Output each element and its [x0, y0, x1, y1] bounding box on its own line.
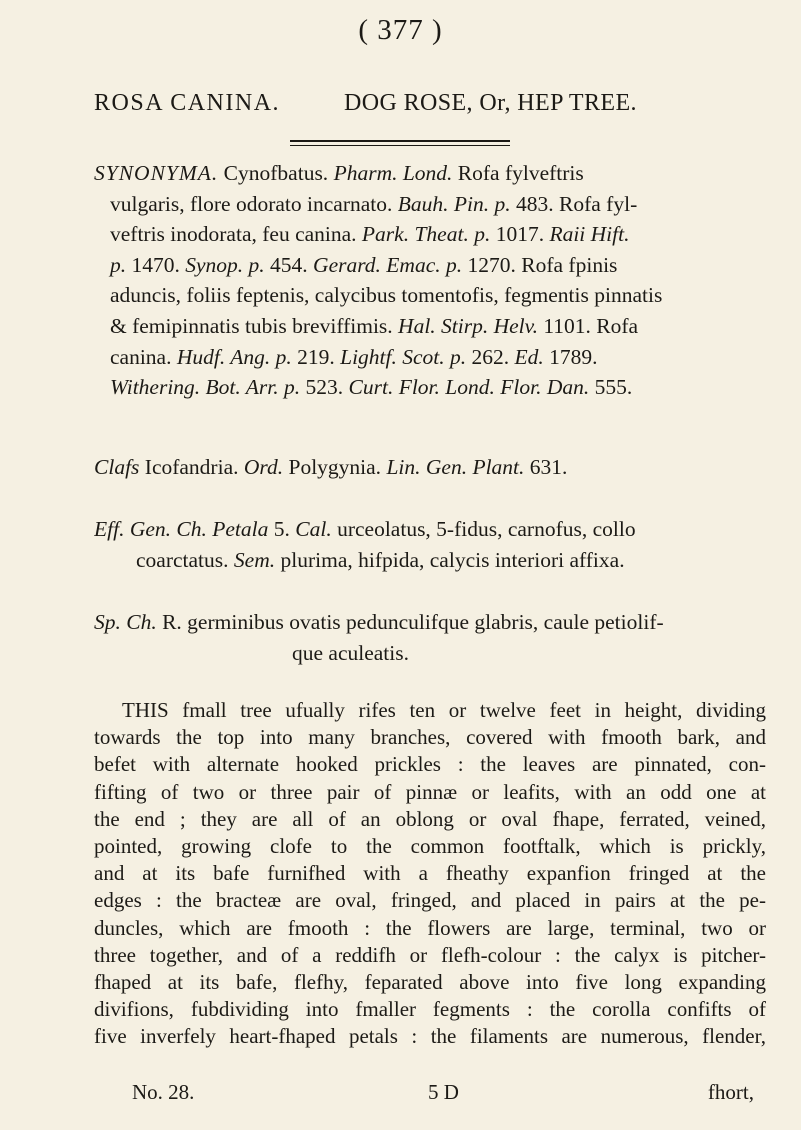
- italic-text: Cal.: [295, 517, 332, 541]
- classis-line: [94, 452, 766, 483]
- page-footer: [132, 1080, 762, 1105]
- italic-text: Curt. Flor. Lond. Flor. Dan.: [348, 375, 590, 400]
- roman-text: veftris inodorata, feu canina.: [110, 222, 362, 247]
- synonyma-line: [94, 311, 766, 342]
- italic-text: Lightf. Scot. p.: [340, 344, 467, 369]
- italic-text: Petala: [212, 517, 269, 541]
- italic-text: Clafs: [94, 455, 140, 479]
- roman-text: Polygynia.: [283, 455, 387, 479]
- generic-character-section: [94, 514, 766, 575]
- roman-text: plurima, hifpida, calycis interiori affixa.: [275, 547, 625, 572]
- roman-text: 631.: [524, 455, 568, 479]
- synonyma-line: [94, 372, 766, 403]
- specific-character-section: [94, 607, 766, 668]
- synonyma-line: [94, 219, 766, 250]
- italic-text: p.: [110, 252, 127, 277]
- roman-text: 262.: [466, 344, 515, 369]
- roman-text: 219.: [291, 344, 341, 369]
- synonyma-line: [94, 342, 766, 373]
- roman-text: 1789.: [543, 344, 598, 369]
- description-line: fhaped at its bafe, flefhy, feparated above into five long expanding: [94, 970, 766, 995]
- generic-character-line: [94, 545, 766, 576]
- roman-text: 523.: [300, 375, 349, 400]
- italic-text: Raii Hift.: [549, 222, 630, 247]
- synonyma-line: [94, 280, 766, 311]
- italic-text: Ord.: [243, 455, 284, 479]
- italic-text: Sem.: [233, 547, 276, 572]
- roman-text: Rofa fylveftris: [452, 161, 584, 185]
- number-mark: No. 28.: [132, 1080, 195, 1104]
- italic-text: Synop. p.: [185, 252, 265, 277]
- page-heading: [94, 90, 762, 117]
- description-line: pointed, growing clofe to the common footftalk, which is prickly,: [94, 834, 766, 859]
- description-line: duncles, which are fmooth : the flowers are large, terminal, two or: [94, 915, 766, 940]
- roman-text: canina.: [110, 344, 177, 369]
- heading-rule: [290, 140, 510, 146]
- common-name: DOG ROSE, Or, HEP TREE.: [344, 90, 637, 116]
- description-line: towards the top into many branches, covered with fmooth bark, and: [94, 725, 766, 750]
- italic-text: Hudf. Ang. p.: [176, 344, 292, 369]
- italic-text: Gerard. Emac. p.: [313, 252, 463, 277]
- synonyma-label: SYNONYMA.: [94, 161, 219, 185]
- roman-text: Cynofbatus.: [218, 161, 334, 185]
- description-line: and at its bafe furnifhed with a fheathy expanfion fringed at the: [94, 861, 766, 886]
- roman-text: 1017.: [490, 222, 550, 247]
- synonyma-line: [94, 250, 766, 281]
- signature-mark: 5 D: [428, 1080, 459, 1104]
- description-line: befet with alternate hooked prickles : the leaves are pinnated, con-: [94, 752, 766, 777]
- roman-text: 1101. Rofa: [537, 313, 639, 338]
- roman-text: 5.: [268, 517, 296, 541]
- italic-text: Lin. Gen. Plant.: [386, 455, 525, 479]
- roman-text: 1470.: [126, 252, 186, 277]
- description-line: the end ; they are all of an oblong or oval fhape, ferrated, veined,: [94, 806, 766, 831]
- description-line: divifions, fubdividing into fmaller fegments : the corolla confifts of: [94, 997, 766, 1022]
- page-number: ( 377 ): [358, 14, 443, 46]
- description-line: THIS fmall tree ufually rifes ten or twelve feet in height, dividing: [122, 698, 766, 722]
- generic-character-line: [94, 514, 766, 545]
- description-line: three together, and of a reddifh or flefh-colour : the calyx is pitcher-: [94, 942, 766, 967]
- italic-text: Park. Theat. p.: [361, 222, 491, 247]
- description-line: fifting of two or three pair of pinnæ or leafits, with an odd one at: [94, 779, 766, 804]
- roman-text: coarctatus.: [136, 547, 234, 572]
- catchword: fhort,: [707, 1080, 754, 1104]
- roman-text: urceolatus, 5-fidus, carnofus, collo: [331, 517, 636, 541]
- description-line: five inverfely heart-fhaped petals : the filaments are numerous, flender,: [94, 1024, 766, 1049]
- italic-text: Ed.: [514, 344, 544, 369]
- synonyma-line: [94, 189, 766, 220]
- roman-text: 454.: [264, 252, 314, 277]
- synonyma-section: [94, 158, 766, 403]
- description-line: edges : the bracteæ are oval, fringed, and placed in pairs at the pe-: [94, 888, 766, 913]
- roman-text: 483. Rofa fyl-: [510, 191, 638, 216]
- roman-text: 555.: [589, 375, 633, 400]
- italic-text: Withering. Bot. Arr. p.: [110, 375, 301, 400]
- synonyma-line: [94, 158, 766, 189]
- roman-text: que aculeatis.: [292, 640, 410, 665]
- italic-text: Pharm. Lond.: [333, 161, 453, 185]
- roman-text: aduncis, foliis feptenis, calycibus tomentofis, fegmentis pinnatis: [110, 283, 663, 308]
- description-paragraph: [94, 697, 766, 1051]
- latin-name: ROSA CANINA.: [94, 90, 281, 116]
- roman-text: & femipinnatis tubis breviffimis.: [110, 313, 399, 338]
- roman-text: Icofandria.: [139, 455, 244, 479]
- classis-section: [94, 452, 766, 483]
- roman-text: 1270. Rofa fpinis: [462, 252, 618, 277]
- roman-text: vulgaris, flore odorato incarnato.: [110, 191, 398, 216]
- roman-text: R. germinibus ovatis pedunculifque glabris, caule petiolif-: [156, 610, 664, 634]
- italic-text: Hal. Stirp. Helv.: [398, 313, 538, 338]
- specific-character-line: [94, 607, 766, 638]
- italic-text: Sp. Ch.: [94, 610, 157, 634]
- italic-text: Eff. Gen. Ch.: [94, 517, 207, 541]
- italic-text: Bauh. Pin. p.: [397, 191, 511, 216]
- specific-character-line: [94, 638, 766, 669]
